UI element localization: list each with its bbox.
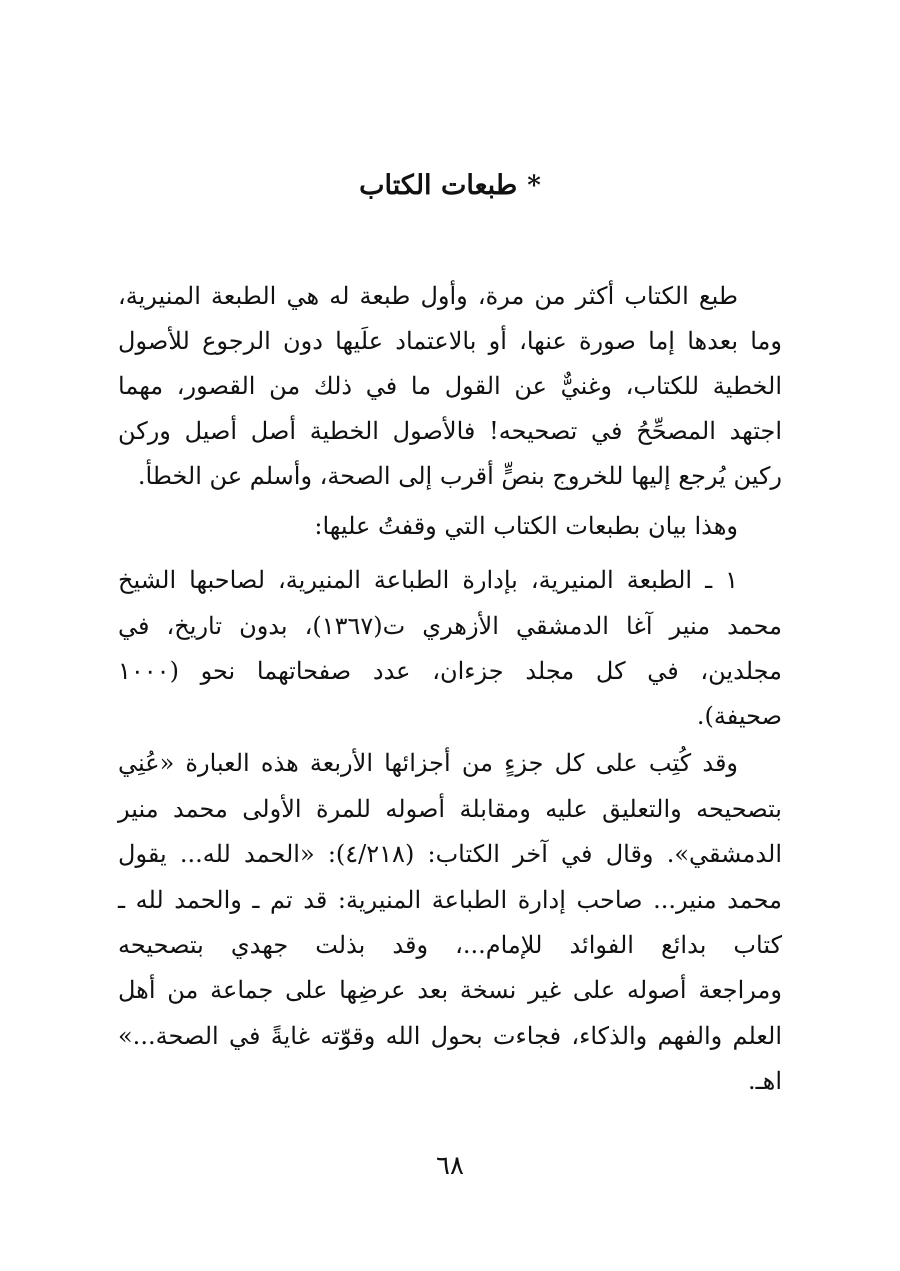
paragraph-4-line-1: وقد كُتِب على كل جزءٍ من أجزائها الأربعة هذه العبارة «عُنِي: [118, 749, 738, 777]
paragraph-1-line-2: وما بعدها إما صورة عنها، أو بالاعتماد علَيها دون الرجوع للأصول: [118, 327, 782, 355]
paragraph-4-line-2: بتصحيحه والتعليق عليه ومقابلة أصوله للمرة الأولى محمد منير: [118, 795, 782, 823]
paragraph-4-line-5: كتاب بدائع الفوائد للإمام...، وقد بذلت جهدي بتصحيحه: [118, 931, 782, 959]
paragraph-1-line-4: اجتهد المصحِّحُ في تصحيحه! فالأصول الخطية أصل أصيل وركن: [118, 417, 782, 445]
paragraph-1-line-3: الخطية للكتاب، وغنيٌّ عن القول ما في ذلك من القصور، مهما: [118, 372, 782, 400]
paragraph-1-line-1: طبع الكتاب أكثر من مرة، وأول طبعة له هي الطبعة المنيرية،: [118, 282, 738, 310]
paragraph-3-line-1: ١ ـ الطبعة المنيرية، بإدارة الطباعة المنيرية، لصاحبها الشيخ: [118, 566, 738, 594]
section-title: طبعات الكتاب: [359, 170, 518, 201]
asterisk-icon: *: [527, 171, 541, 201]
paragraph-3-line-2: محمد منير آغا الدمشقي الأزهري ت(١٣٦٧)، بدون تاريخ، في: [118, 612, 783, 640]
paragraph-3-line-3: مجلدين، في كل مجلد جزءان، عدد صفحاتهما نحو (١٠٠٠: [118, 657, 782, 685]
section-heading: [0, 166, 900, 206]
paragraph-3-line-4: صحيفة).: [696, 702, 782, 730]
page-number: ٦٨: [436, 1151, 464, 1181]
paragraph-4-line-6: ومراجعة أصوله على غير نسخة بعد عرضِها على جماعة من أهل: [118, 976, 782, 1004]
paragraph-4-line-3: الدمشقي». وقال في آخر الكتاب: (٤/٢١٨): «الحمد لله... يقول: [118, 840, 782, 868]
paragraph-4-line-4: محمد منير... صاحب إدارة الطباعة المنيرية: قد تم ـ والحمد لله ـ: [118, 886, 782, 914]
paragraph-4-line-7: العلم والفهم والذكاء، فجاءت بحول الله وقوّته غايةً في الصحة...»: [118, 1022, 782, 1050]
paragraph-1-line-5: ركين يُرجع إليها للخروج بنصٍّ أقرب إلى الصحة، وأسلم عن الخطأ.: [137, 462, 782, 490]
paragraph-4-line-8: اهـ.: [748, 1067, 782, 1095]
paragraph-2-line-1: وهذا بيان بطبعات الكتاب التي وقفتُ عليها:: [314, 512, 738, 540]
